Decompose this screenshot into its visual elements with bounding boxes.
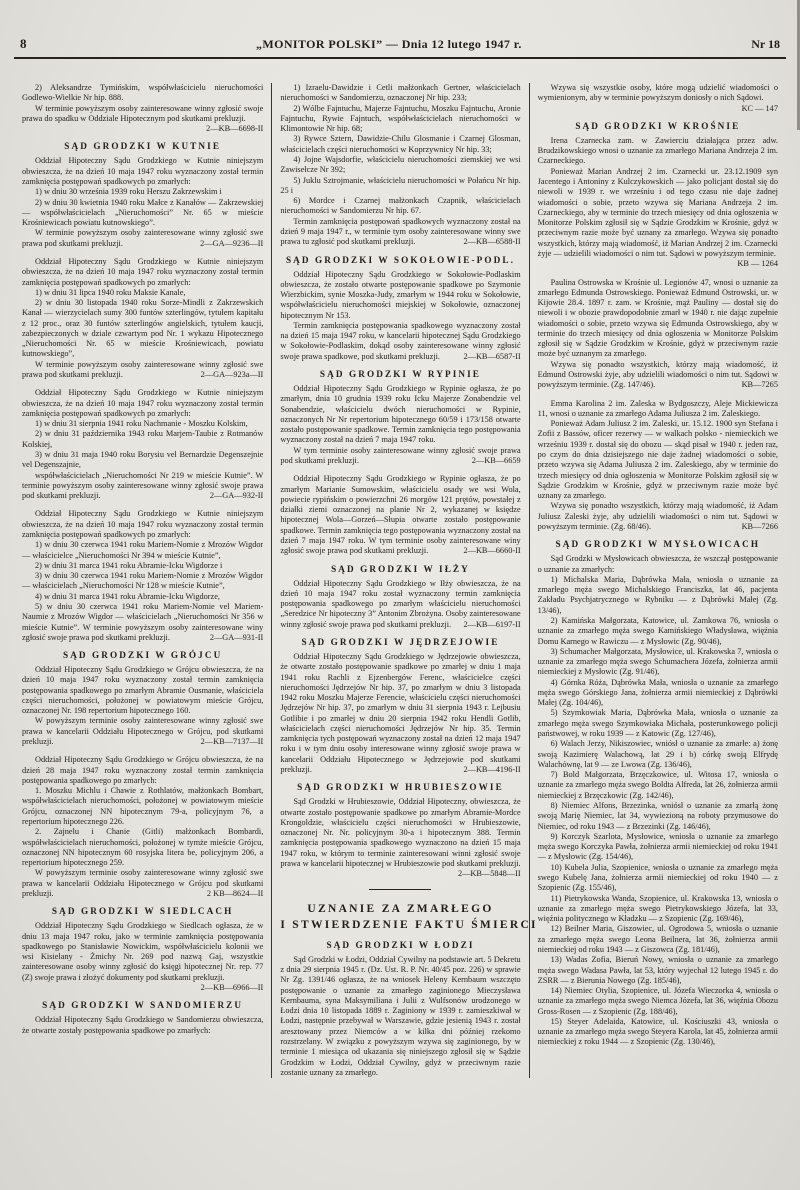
court-heading: SĄD GRODZKI W SOKOŁOWIE-PODL.	[285, 254, 515, 265]
section-title-line: I STWIERDZENIE FAKTU ŚMIERCI	[280, 918, 538, 931]
section-title-line: UZNANIE ZA ZMARŁEGO	[307, 902, 494, 915]
notice-paragraph: 10) Kubela Julia, Szopienice, wniosła o uznanie za zmarłego męża swego Kubelę Jana, żołnierza armii niemieckiej od roku 1940 — z Szopienic (Zg. 155/46),	[537, 862, 778, 893]
notice-paragraph: 2) w dniu 30 listopada 1940 roku Sorze-Mindli z Zakrzewskich Kanał — wierzycielach sumy 300 funtów szterlingów, tytułem kapitału z 12 proc., oraz 30 funtów szterlingów angielskich, tytułem kaucji, zabezpieczonych w dziale czwartym pod Nr. 1 wykazu Hipotecznego „Nieruchomości Nr. 65 w mieście Krośniewicach, powiatu kutnowskiego”,	[22, 298, 264, 359]
notice-paragraph: 4) Jojne Wajsdorfie, właścicielu nieruchomości ziemskiej we wsi Zawisełcze Nr 392;	[280, 154, 521, 175]
notice-paragraph: Oddział Hipoteczny Sądu Grodzkiego w Sandomierzu obwieszcza, że otwarte zostały postępowania spadkowe po zmarłych:	[22, 1015, 264, 1035]
notice-paragraph: Wzywa się ponadto wszystkich, którzy mają wiadomość, iż Edmund Ostrowski żyje, aby udzielili wiadomości o nim tut. Sądowi w powyższym terminie. (Zg. 147/46). KB—7265	[537, 359, 778, 390]
reference-number: 2—GA—931-II	[209, 632, 264, 642]
notice-paragraph: Oddział Hipoteczny Sądu Grodzkiego w Siedlcach ogłasza, że w dniu 13 maja 1947 roku, jako w terminie zamknięcia postępowania spadkowego po Stanisławie Nowickim, współwłaścicielu kolonii we wsi Kisielany - Żmichy Nr. 269 pod nazwą Gaj, wszystkie zainteresowane osoby winny zgłosić do księgi hipotecznej Nr. rep. 77 (Z) swoje prawa i złożyć dokumenty pod skutkami prekluzji. 2—KB—6966—II	[22, 921, 264, 992]
notice-paragraph: 1) Izraelu-Dawidzie i Cetli małżonkach Gertner, właścicielach nieruchomości w Sandomierzu, oznaczonej Nr hip. 233;	[280, 83, 521, 103]
notice-paragraph: 2) Wólbe Fajntuchu, Majerze Fajntuchu, Moszku Fajntuchu, Aronie Fajntuchu, Rywie Fajntuch, współwłaścicielach nieruchomości w Klimontowie Nr hip. 68;	[280, 103, 521, 134]
notice-paragraph: Wzywa się ponadto wszystkich, którzy mają wiadomość, iż Adam Juliusz Zaleski żyje, aby udzielili wiadomości o nim tut. Sądowi w powyższym terminie. (Zg. 68/46). KB—7266	[537, 501, 778, 531]
notice-paragraph: Termin zamknięcia postępowań spadkowych wyznaczony został na dzień 9 maja 1947 r., w terminie tym osoby zainteresowane winny swe prawa tu zgłosić pod skutkami prekluzji. 2—KB—6588-II	[280, 216, 521, 247]
court-heading: SĄD GRODZKI W IŁŻY	[331, 563, 470, 574]
page-number: 8	[20, 36, 27, 51]
notice-paragraph: W powyższym terminie osoby zainteresowane winny zgłosić swe prawa w kancelarii Oddziału Hipotecznego w Grójcu pod skutkami prekluzji. 2 KB—8624—II	[22, 868, 264, 898]
court-heading: SĄD GRODZKI W RYPINIE	[319, 369, 482, 380]
section-title	[280, 901, 538, 933]
notice-paragraph: 15) Steyer Adelaida, Katowice, ul. Kościuszki 43, wniosła o uznanie za zmarłego męża swego Steyera Karola, lat 45, żołnierza armii niemieckiej z roku 1944 — z Szopienic (Zg. 130/46),	[537, 1016, 778, 1047]
reference-number: 2—KB—6587-II	[463, 351, 521, 361]
column-container	[14, 83, 786, 1078]
court-heading: SĄD GRODZKI W MYSŁOWICACH	[555, 539, 761, 550]
notice-paragraph: Ponieważ Adam Juliusz 2 im. Zaleski, ur. 15.12. 1900 syn Stefana i Zofii z Bassów, oficer rezerwy — w walkach polsko - niemieckich we wrześniu 1939 r. dostał się do obozu — skąd pisał w 1940 r. jeden raz, po czym do dnia dzisiejszego nie daje żadnej wiadomości o sobie, przeto wzywa się Adama Juliusza 2 im. Zaleskiego, aby w terminie do trzech miesięcy od dnia ogłoszenia w Monitorze Polskim zgłosił się w Sądzie Grodzkim w Krośnie, gdyż w przeciwnym razie może być uznany za zmarłego.	[537, 419, 778, 501]
notice-paragraph: W powyższym terminie osoby zainteresowane winny zgłosić swe prawa w kancelarii Oddziału Hipotecznego w Grójcu, pod skutkami prekluzji. 2—KB—7137—II	[22, 716, 264, 747]
divider-rule	[369, 889, 431, 890]
notice-paragraph: 1) w dniu 30 września 1939 roku Herszu Zakrzewskim i	[35, 187, 222, 197]
issue-number: Nr 18	[751, 37, 780, 51]
column-3	[529, 83, 786, 1078]
notice-paragraph: 7) Bold Małgorzata, Brzęczkowice, ul. Witosa 17, wniosła o uznanie za zmarłego męża swego Boldta Alfreda, lat 26, żołnierza armii niemieckiej z Brzęczkowic (Zg. 142/46),	[537, 770, 778, 800]
reference-number: 2—KB—7137—II	[200, 737, 264, 747]
notice-paragraph: Ponieważ Marian Andrzej 2 im. Czarnecki ur. 23.12.1909 syn Jacentego i Antoniny z Kulczykowskich — jako policjant dostał się do niewoli w 1939 r. we wrześniu i od tego czasu nie daje żadnej wiadomości o sobie, przeto wzywa się Mariana Andrzeja 2 im. Czarneckiego, aby w terminie do trzech miesięcy od dnia ogłoszenia w Monitorze Polskim zgłosił się w Sądzie Grodzkim w Krośnie, gdyż w przeciwnym razie może być uznany za zmarłego. Wzywa się ponadto wszystkich, którzy mają wiadomość, iż Marian Andrzej 2 im. Czarnecki żyje — udzielili wiadomości o nim tut. Sądowi w powyższym terminie. KB — 1264	[537, 166, 778, 269]
notice-paragraph: współwłaścicielach „Nieruchomości Nr 219 w mieście Kutnie”. W terminie powyższym osoby zainteresowane winny zgłosić swoje prawa pod skutkami prekluzji. 2—GA—932-II	[22, 470, 264, 501]
reference-number: 2—KB—6698-II	[206, 124, 264, 134]
court-heading: SĄD GRODZKI W ŁODZI	[326, 939, 475, 950]
court-heading: SĄD GRODZKI W GRÓJCU	[62, 650, 223, 661]
reference-number: KC — 147	[741, 103, 778, 113]
notice-paragraph: Termin zamknięcia postępowania spadkowego wyznaczony został na dzień 15 maja 1947 roku, w kancelarii hipotecznej Sądu Grodzkiego w Sokołowie-Podlaskim, dokąd osoby zainteresowane winny zgłosić swoje prawa spadkowe, pod skutkami prekluzji. 2—KB—6587-II	[280, 320, 521, 361]
notice-paragraph: 3) Rywce Sztern, Dawidzie-Chilu Glosmanie i Czarnej Glosman, właścicielach części nieruchomości w Koprzywnicy Nr hip. 33;	[280, 134, 521, 154]
column-2	[271, 83, 538, 1078]
notice-paragraph: Oddział Hipoteczny Sądu Grodzkiego w Rypinie ogłasza, że po zmarłym Marianie Sumowskim, właścicielu osady we wsi Wola, powiecie rypińskim o powierzchni 26 morgów 121 prętów, powstałej z działki ziemi oznaczonej na planie Nr 2, wykazanej w księdze hipotecznej Wola—Gorzeń—Słupia otwarte zostało postępowanie spadkowe. Termin zamknięcia tego postępowania wyznaczony został na dzień 7 maja 1947 roku. W tym terminie osoby zainteresowane winy zgłosić swoje prawa pod skutkami prekluzji. 2—KB—6660-II	[280, 474, 521, 556]
court-heading: SĄD GRODZKI W SIEDLCACH	[51, 906, 234, 917]
notice-paragraph: 13) Wadas Zofia, Bieruń Nowy, wniosła o uznanie za zmarłego męża swego Wadasa Pawła, lat 53, który wyjechał 12 lutego 1945 r. do ZSRR — z Bierunia Nowego (Zg. 185/46),	[537, 955, 778, 985]
notice-paragraph: Oddział Hipoteczny Sądu Grodzkiego w Rypinie ogłasza, że po zmarłym, dnia 10 grudnia 1939 roku Icku Majerze Zonabendzie vel Sonabendzie, właścicielu dwóch nieruchomości w Rypinie, oznaczonych Nr Nr repertorium hipotecznego 60/59 i 173/158 otwarte zostało postępowanie spadkowe. Termin zamknięcia tego postępowania wyznaczony został na dzień 7 maja 1947 roku.	[280, 384, 521, 445]
notice-paragraph: W terminie powyższym osoby zainteresowane winny zgłosić swe prawa pod skutkami prekluzji. 2—GA—9236—II	[22, 228, 264, 248]
notice-paragraph: W terminie powyższym osoby zainteresowane winny zgłosić swe prawa pod skutkami prekluzji. 2—GA—923a—II	[22, 359, 264, 380]
reference-number: KB—7266	[741, 521, 778, 531]
reference-number: 2—KB—6659	[471, 456, 521, 465]
notice-paragraph: 14) Niemiec Otylia, Szopienice, ul. Józefa Wieczorka 4, wniosła o uznanie za zmarłego męża swego Niemca Józefa, lat 36, więźnia Obozu Gross-Rosen — z Szopienic (Zg. 188/46),	[537, 986, 778, 1016]
notice-paragraph: 12) Beilner Maria, Giszowiec, ul. Ogrodowa 5, wniosła o uznanie za zmarłego męża swego Leona Beilnera, lat 36, żołnierza armii niemieckiej od roku 1943 — z Giszowca (Zg. 181/46),	[537, 924, 778, 954]
notice-paragraph: 2) Kamińska Małgorzata, Katowice, ul. Zamkowa 76, wniosła o uznanie za zmarłego męża swego Kamińskiego Władysława, więźnia Domu Karnego w Rawiczu — z Mysłowic (Zg. 90/46),	[537, 615, 778, 646]
court-heading: SĄD GRODZKI W KROŚNIE	[575, 120, 741, 131]
notice-paragraph: Oddział Hipoteczny Sądu Grodzkiego w Iłży obwieszcza, że na dzień 10 maja 1947 roku został wyznaczony termin zamknięcia postępowania spadkowego po zmarłym właścicielu nieruchomości „Seredzice Nr hipoteczny 3” Antonim Zbrożyna. Osoby zainteresowane winny zgłosić swoje prawa pod skutkami prekluzji. 2—KB—6197-II	[280, 578, 521, 629]
masthead	[14, 36, 786, 59]
notice-paragraph: 5) w dniu 30 czerwca 1941 roku Mariem-Nomie vel Mariem-Naumie z Mrozów Wigdor — właścicielach „Nieruchomości Nr 356 w mieście Kutnie”. W terminie powyższym osoby zainteresowane winy zgłosić swoje prawa pod skutkami prekluzji. 2—GA—931-II	[22, 601, 264, 642]
reference-number: 2—KB—6588-II	[463, 237, 521, 247]
reference-number: 2—GA—923a—II	[200, 370, 264, 380]
court-heading: SĄD GRODZKI W JĘDRZEJOWIE	[301, 636, 500, 647]
reference-number: 2—KB—6660-II	[463, 546, 521, 556]
notice-paragraph: 2) w dniu 31 października 1943 roku Marjem-Taubie z Rotmanów Kolskiej,	[22, 429, 264, 449]
notice-paragraph: 9) Korczyk Szarlota, Mysłowice, wniosła o uznanie za zmarłego męża swego Korczyka Pawła, żołnierza armii niemieckiej od roku 1941 — z Mysłowic (Zg. 154/46),	[537, 831, 778, 862]
notice-paragraph: 4) w dniu 31 marca 1941 roku Abramie-Icku Wigdorze,	[35, 591, 220, 601]
notice-paragraph: 3) w dniu 31 maja 1940 roku Borysiu vel Bernardzie Degenszejnie vel Degenszajnie,	[22, 450, 264, 470]
reference-number: 2—GA—9236—II	[200, 238, 264, 248]
court-heading: SĄD GRODZKI W HRUBIESZOWIE	[297, 782, 504, 793]
notice-paragraph: Oddział Hipoteczny Sądu Grodzkiego w Kutnie niniejszym obwieszcza, że na dzień 10 maja 1947 roku wyznaczony został termin zamknięcia postępowań spadkowych po zmarłych:	[22, 509, 264, 539]
notice-paragraph: Oddział Hipoteczny Sądu Grodzkiego w Grójcu obwieszcza, że na dzień 10 maja 1947 roku wyznaczony został termin zamknięcia postępowania spadkowego po zmarłym Abramie Ousmanie, właściciela części nieruchomości, położonej w powiatowym mieście Grójcu, oznaczonej Nr. 198 repertorium hipotecznego 160.	[22, 665, 264, 716]
notice-paragraph: Sąd Grodzki w Mysłowicach obwieszcza, że wszczął postępowanie o uznanie za zmarłych:	[537, 554, 778, 574]
reference-number: 2—GA—932-II	[209, 491, 264, 501]
notice-paragraph: 6) Mordce i Czarnej małżonkach Czapnik, właścicielach nieruchomości w Sandomierzu Nr hip. 67.	[280, 196, 521, 216]
notice-paragraph: Sąd Grodzki w Łodzi, Oddział Cywilny na podstawie art. 5 Dekretu z dnia 29 sierpnia 1945 r. (Dz. Ust. R. P. Nr. 40/45 poz. 226) w sprawie Nr Zg. 1391/46 ogłasza, że na wniosek Heleny Kernbaum wszczęto postępowanie o uznanie za zmarłego zaginionego Mieczysława Kernbauma, syna Maksymiliana i Julii z Wulfsonów urodzonego w Łodzi dnia 10 listopada 1889 r. Zaginiony w 1939 r. zamieszkiwał w Łodzi, następnie przebywał w Warszawie, gdzie jesienią 1943 r. został aresztowany przez Niemców a w kilka dni później rzekomo rozstrzelany. W związku z powyższym wzywa się zaginionego, by w terminie 1 miesiąca od ukazania się niniejszego zgłosił się w Sądzie Grodzkim w Łodzi, Oddział Cywilny, gdyż w przeciwnym razie zostanie uznany za zmarłego.	[280, 954, 521, 1077]
notice-paragraph: 2) w dniu 30 kwietnia 1940 roku Małce z Kanałów — Zakrzewskiej — współwłaścicielach „Nieruchomości” Nr. 65 w mieście Krośniewicach powiatu kutnowskiego”.	[22, 197, 264, 228]
notice-paragraph: Oddział Hipoteczny Sądu Grodzkiego w Jędrzejowie obwieszcza, że otwarte zostało postępowanie spadkowe po zmarłej w dniu 1 maja 1941 roku Rachli z Ejzenbergów Ferenc, właścicielce części nieruchomości Jędrzejów Nr hip. 37, po zmarłym w dniu 3 listopada 1942 roku Moszku Majerze Ferencie, właścicielu części nieruchomości Jędrzejów Nr hip. 37, po zmarłym w dniu 31 sierpnia 1943 r. Lejbusiu Gotlibie i po zmarłej w dniu 20 sierpnia 1942 roku Hendli Gotlib, właścicielach części nieruchomości Jędrzejów Nr hip. 35. Termin zamknięcia tych postępowań wyznaczony został na dzień 12 maja 1947 roku i w tym dniu osoby interesowane winny zgłosić swoje prawa w kancelarii Oddziału Hipotecznego w Jędrzejowie pod skutkami prekluzji. 2—KB—4196-II	[280, 651, 521, 775]
notice-paragraph: 6) Walach Jerzy, Nikiszowiec, wniósł o uznanie za zmarłe: a) żonę swoją Kazimierę Walachową, lat 29 i b) córkę swoją Elfrydę Walachównę, lat 9 — ze Lwowa (Zg. 136/46),	[537, 739, 778, 769]
court-heading: SĄD GRODZKI W KUTNIE	[64, 141, 222, 152]
notice-paragraph: Paulina Ostrowska w Krośnie ul. Legionów 47, wnosi o uznanie za zmarłego Edmunda Ostrowskiego. Ponieważ Edmund Ostrowski, ur. w Kijowie 28.4. 1897 r. zam. w Krośnie, mąż Pauliny — dostał się do niewoli i w obozie prawdopodobnie zmarł w 1940 r. nie dając zupełnie wiadomości o sobie, przeto wzywa się Edmunda Ostrowskiego, aby w terminie do trzech miesięcy od dnia ogłoszenia w Monitorze Polskim zgłosił się w Sądzie Grodzkim w Krośnie, gdyż w przeciwnym razie może być uznanym za zmarłego.	[537, 277, 778, 359]
notice-paragraph: Oddział Hipoteczny Sądu Grodzkiego w Kutnie niniejszym obwieszcza, że na dzień 10 maja 1947 roku wyznaczony został termin zamknięcia postępowań spadkowych po zmarłych:	[22, 156, 264, 186]
court-heading: SĄD GRODZKI W SANDOMIERZU	[42, 1000, 244, 1011]
notice-paragraph: Emma Karolina 2 im. Zaleska w Bydgoszczy, Aleje Mickiewicza 11, wnosi o uznanie za zmarłego Adama Juliusza 2 im. Zaleskiego.	[537, 398, 778, 418]
notice-paragraph: 8) Niemiec Alfons, Brzezinka, wniósł o uznanie za zmarłą żonę swoją Marię Niemiec, lat 34, wywiezioną na roboty przymusowe do Niemiec, od roku 1943 — z Brzezinki (Zg. 146/46),	[537, 801, 778, 831]
notice-paragraph: Oddział Hipoteczny Sądu Grodzkiego w Kutnie niniejszym obwieszcza, że na dzień 10 maja 1947 roku wyznaczony został termin zamknięcia postępowań spadkowych po zmarłych:	[22, 256, 264, 287]
notice-paragraph: 1. Moszku Michlu i Chawie z Rothlatów, małżonkach Bombart, współwłaścicielach nieruchomości, położonej w powiatowym mieście Grójcu, oznaczonej NN hipotecznym 79-a, policyjnym 76, a repertorium hipotecznego 226.	[22, 786, 264, 826]
reference-number: 2—KB—6197-II	[463, 619, 521, 629]
notice-paragraph: 3) w dniu 30 czerwca 1941 roku Mariem-Nomie z Mrozów Wigdor — właścicielach „Nieruchomości Nr 128 w mieście Kutnie”,	[22, 571, 264, 591]
notice-paragraph: Irena Czarnecka zam. w Zawierciu działająca przez adw. Brudzikowskiego wnosi o uznanie za zmarłego Mariana Andrzeja 2 im. Czarneckiego.	[537, 135, 778, 166]
notice-paragraph: 4) Górnka Róża, Dąbrówka Mała, wniosła o uznanie za zmarłego męża swego Górskiego Jana, żołnierza armii niemieckiej z Dąbrówki Małej (Zg. 104/46),	[537, 677, 778, 708]
reference-number: 2 KB—8624—II	[206, 888, 264, 898]
notice-paragraph: 1) w dniu 31 sierpnia 1941 roku Nachmanie - Moszku Kolskim,	[35, 419, 248, 429]
notice-paragraph: 11) Pietrykowska Wanda, Szopienice, ul. Krakowska 13, wniosła o uznanie za zmarłego męża swego Pietrykowskiego Józefa, lat 33, więźnia politycznego w Kładzku — z Szopienic (Zg. 169/46),	[537, 893, 778, 924]
notice-paragraph: 3) Schumacher Małgorzata, Mysłowice, ul. Krakowska 7, wniosła o uznanie za zmarłego męża swego Schumachera Józefa, żołnierza armii niemieckiej z Mysłowic (Zg. 91/46),	[537, 646, 778, 677]
notice-paragraph: Oddział Hipoteczny Sądu Grodzkiego w Kutnie niniejszym obwieszcza, że na dzień 10 maja 1947 roku wyznaczony został termin zamknięcia postępowań spadkowych po zmarłych:	[22, 388, 264, 418]
reference-number: 2—KB—5848—II	[457, 869, 521, 879]
notice-paragraph: 1) Michalska Maria, Dąbrówka Mała, wniosła o uznanie za zmarłego męża swego Michalskiego Franciszka, lat 46, pacjenta Zakładu Psychjatrycznego w Rybniku — z Dąbrówki Małej (Zg. 13/46),	[537, 574, 778, 615]
notice-paragraph: Oddział Hipoteczny Sądu Grodzkiego w Sokołowie-Podlaskim obwieszcza, że zostało otwarte postępowanie spadkowe po Szymonie Wierzbickim, synie Moszka-Judy, zmarłym w 1944 roku w Sokołowie, współwłaścicielu nieruchomości miejskiej w Sokołowie, oznaczonej hipotecznym Nr 153.	[280, 269, 521, 320]
notice-paragraph: 1) w dniu 30 czerwca 1941 roku Mariem-Nomie z Mrozów Wigdor — właścicielce „Nieruchomości Nr 394 w mieście Kutnie”,	[22, 540, 264, 560]
notice-paragraph: 2) w dniu 31 marca 1941 roku Abramie-Icku Wigdorze i	[35, 560, 223, 570]
notice-paragraph: 2. Zajnelu i Chanie (Gitli) małżonkach Bombardi, współwłaścicielach nieruchomości, położonej w tymże mieście Grójcu, oznaczonej NN hipotecznym 60 rosyjska litera be, policyjnym 206, a repertorium hipotecznego 259.	[22, 827, 264, 868]
notice-paragraph: Sąd Grodzki w Hrubieszowie, Oddział Hipoteczny, obwieszcza, że otwarte zostało postępowanie spadkowe po zmarłym Abramie-Mordce Krongoldzie, właścicielu części nieruchomości w Hrubieszowie, oznaczonej Nr. Nr. policyjnym 30-a i hipotecznym 388. Termin zamknięcia postępowania spadkowego wyznaczono na dzień 15 maja 1947 roku, w którym to terminie zainteresowani winni zgłosić swoje prawa w kancelarii hipotecznej w Hrubieszowie pod skutkami prekluzji. 2—KB—5848—II	[280, 797, 521, 879]
notice-paragraph: 5) Juklu Sztrojmanie, właścicielu nieruchomości w Połańcu Nr hip. 25 i	[280, 175, 521, 195]
reference-number: KB — 1264	[737, 259, 778, 269]
notice-paragraph: W terminie powyższym osoby zainteresowane winny zgłosić swoje prawa do spadku w Oddziale Hipotecznym pod skutkami prekluzji. 2—KB—6698-II	[22, 103, 264, 134]
reference-number: KB—7265	[741, 380, 778, 390]
notice-paragraph: Oddział Hipoteczny Sądu Grodzkiego w Grójcu obwieszcza, że na dzień 28 maja 1947 roku wyznaczony został termin zamknięcia postępowania spadkowego po zmarłych:	[22, 755, 264, 785]
reference-number: 2—KB—4196-II	[463, 765, 521, 775]
reference-number: 2—KB—6966—II	[200, 982, 264, 992]
masthead-title: „MONITOR POLSKI” — Dnia 12 lutego 1947 r.	[255, 37, 522, 51]
notice-paragraph: 2) Aleksandrze Tymińskim, współwłaścicielu nieruchomości Godlewo-Wielkie Nr hip. 888.	[22, 83, 264, 103]
notice-paragraph: 5) Szymkowiak Maria, Dąbrówka Mała, wniosła o uznanie za zmarłego męża swego Szymkowiaka Michała, posterunkowego policji państwowej, w roku 1939 — z Katowic (Zg. 127/46),	[537, 708, 778, 739]
notice-paragraph: W tym terminie osoby zainteresowane winny zgłosić swoje prawa pod skutkami prekluzji. 2—KB—6659	[280, 445, 521, 465]
notice-paragraph: 1) w dniu 31 lipca 1940 roku Maksie Kanale,	[35, 287, 186, 297]
notice-paragraph: Wzywa się wszystkie osoby, które mogą udzielić wiadomości o wymienionym, aby w terminie powyższym doniosły o nich Sądowi. KC — 147	[537, 83, 778, 113]
column-1	[14, 83, 271, 1078]
